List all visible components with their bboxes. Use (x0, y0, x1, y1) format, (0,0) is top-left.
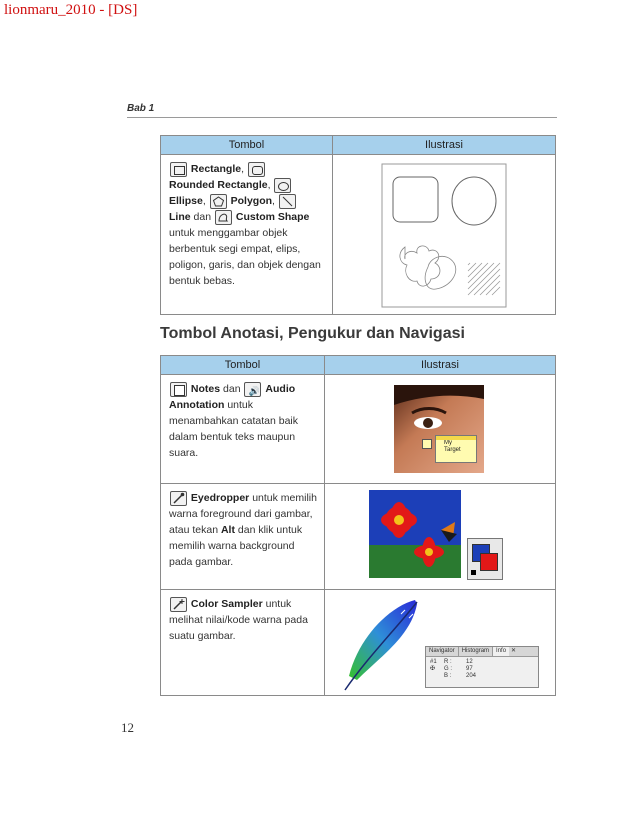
col-header-tool-2: Tombol (161, 356, 325, 375)
and-text-2: dan (223, 383, 241, 395)
color-sampler-tool-icon (170, 597, 187, 612)
notes-label: Notes (190, 383, 221, 395)
custom-shape-tool-icon (215, 210, 232, 225)
chapter-rule (127, 117, 557, 118)
note-text-line1: My (444, 440, 452, 446)
ellipse-tool-icon (274, 178, 291, 193)
note-popup (435, 435, 477, 463)
background-color-swatch (480, 553, 498, 571)
color-sampler-label: Color Sampler (190, 598, 263, 610)
flower-photo (369, 490, 461, 578)
polygon-tool-icon (210, 194, 227, 209)
notes-description (161, 375, 324, 467)
page-number: 12 (121, 720, 134, 735)
sampler-number: #1 (430, 659, 437, 665)
eyedropper-description (161, 484, 324, 576)
and-text: dan (193, 211, 212, 223)
label-g: G : (444, 666, 453, 672)
tab-navigator[interactable]: Navigator (426, 647, 459, 656)
rounded-rectangle-label: Rounded Rectangle (169, 179, 268, 191)
line-tool-icon (279, 194, 296, 209)
audio-annotation-tool-icon: 🔊 (244, 382, 261, 397)
eyedropper-text-a: untuk memilih warna foreground dari gambar, atau tekan (169, 492, 317, 536)
tab-histogram[interactable]: Histogram (459, 647, 493, 656)
line-label: Line (169, 211, 191, 223)
label-r: R : (444, 659, 452, 665)
value-b: 204 (466, 673, 477, 679)
tab-info[interactable]: Info (493, 647, 509, 656)
rectangle-label: Rectangle (190, 163, 242, 175)
col-header-illustration: Ilustrasi (333, 136, 556, 155)
annotation-tools-table (160, 355, 556, 696)
audio-annotation-label: Audio Annotation (169, 383, 296, 411)
info-panel (425, 646, 539, 688)
color-swatch-panel (467, 538, 503, 580)
section-title: Tombol Anotasi, Pengukur dan Navigasi (160, 325, 465, 342)
shape-tools-table (160, 135, 556, 315)
value-g: 97 (466, 666, 473, 672)
note-marker-icon (422, 439, 432, 449)
polygon-label: Polygon (230, 195, 273, 207)
rounded-rectangle-tool-icon (248, 162, 265, 177)
color-sampler-icon: ✠ (430, 666, 436, 672)
default-colors-icon (471, 570, 476, 575)
note-text-line2: Target (444, 447, 461, 453)
rectangle-tool-icon (170, 162, 187, 177)
chapter-label: Bab 1 (127, 103, 155, 114)
notes-tool-icon (170, 382, 187, 397)
watermark: lionmaru_2010 - [DS] (4, 2, 138, 18)
value-r: 12 (466, 659, 473, 665)
feather-image (331, 596, 431, 692)
eyedropper-tool-icon (170, 491, 187, 506)
alt-key-label: Alt (220, 524, 235, 536)
custom-shape-label: Custom Shape (235, 211, 310, 223)
close-icon[interactable]: ✕ (511, 648, 517, 654)
eyedropper-label: Eyedropper (190, 492, 250, 504)
col-header-illustration-2: Ilustrasi (325, 356, 556, 375)
color-sampler-text: untuk melihat nilai/kode warna pada suatu gambar. (169, 598, 308, 642)
shape-tools-text: untuk menggambar objek berbentuk segi empat, elips, poligon, garis, dan objek dengan bentuk bebas. (169, 227, 321, 287)
label-b: B : (444, 673, 452, 679)
notes-text: untuk menambahkan catatan baik dalam bentuk teks maupun suara. (169, 399, 298, 459)
col-header-tool: Tombol (161, 136, 333, 155)
eyedropper-text-b: dan klik untuk memilih warna background pada gambar. (169, 524, 303, 568)
shape-tools-description: Rectangle, Rounded Rectangle, Ellipse, Polygon, Line dan Custom Shape untuk menggambar objek berbentuk segi empat, elips, poligon, garis, dan objek dengan bentuk bebas. (169, 163, 321, 287)
ellipse-label: Ellipse (169, 195, 203, 207)
info-panel-tabs (426, 647, 538, 657)
color-sampler-description (161, 590, 324, 650)
